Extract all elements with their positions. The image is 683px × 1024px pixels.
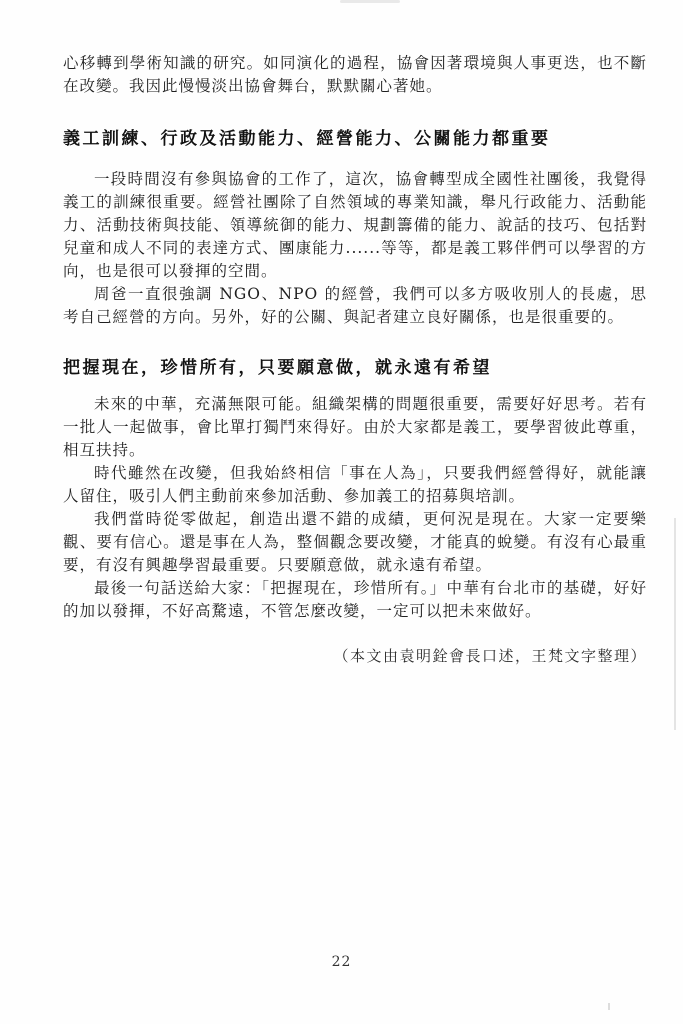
section2-paragraph-1: 未來的中華，充滿無限可能。組織架構的問題很重要，需要好好思考。若有一批人一起做事，會比單打獨鬥來得好。由於大家都是義工，要學習彼此尊重，相互扶持。 [63, 395, 647, 459]
section1-paragraph-2: 周爸一直很強調 NGO、NPO 的經營，我們可以多方吸收別人的長處，思考自己經營的方向。另外，好的公關、與記者建立良好關係，也是很重要的。 [63, 285, 647, 326]
section2-paragraph-2: 時代雖然在改變，但我始終相信「事在人為」，只要我們經營得好，就能讓人留住，吸引人們主動前來參加活動、參加義工的招募與培訓。 [63, 464, 647, 505]
scan-artifact-corner [608, 1003, 610, 1010]
page-content [63, 52, 647, 668]
section-heading-volunteer-training: 義工訓練、行政及活動能力、經營能力、公關能力都重要 [63, 129, 551, 149]
section-heading-seize-the-present: 把握現在，珍惜所有，只要願意做，就永遠有希望 [63, 358, 492, 378]
scan-artifact-top [340, 0, 400, 3]
intro-paragraph: 心移轉到學術知識的研究。如同演化的過程，協會因著環境與人事更迭，也不斷在改變。我因此慢慢淡出協會舞台，默默關心著她。 [63, 54, 647, 95]
scan-artifact-right-edge [674, 518, 676, 730]
attribution-line: （本文由袁明銓會長口述，王梵文字整理） [333, 647, 647, 665]
section2-paragraph-3: 我們當時從零做起，創造出還不錯的成績，更何況是現在。大家一定要樂觀、要有信心。還是事在人為，整個觀念要改變，才能真的蛻變。有沒有心最重要，有沒有興趣學習最重要。只要願意做，就永遠有希望。 [63, 510, 647, 574]
page-number: 22 [331, 954, 352, 970]
section1-paragraph-1: 一段時間沒有參與協會的工作了，這次，協會轉型成全國性社團後，我覺得義工的訓練很重要。經營社團除了自然領域的專業知識，舉凡行政能力、活動能力、活動技術與技能、領導統御的能力、規劃籌備的能力、說話的技巧、包括對兒童和成人不同的表達方式、團康能力......等等，都是義工夥伴們可以學習的方向，也是很可以發揮的空間。 [63, 170, 647, 280]
section2-paragraph-4: 最後一句話送給大家：「把握現在，珍惜所有。」中華有台北市的基礎，好好的加以發揮，不好高騖遠，不管怎麼改變，一定可以把未來做好。 [63, 579, 647, 620]
